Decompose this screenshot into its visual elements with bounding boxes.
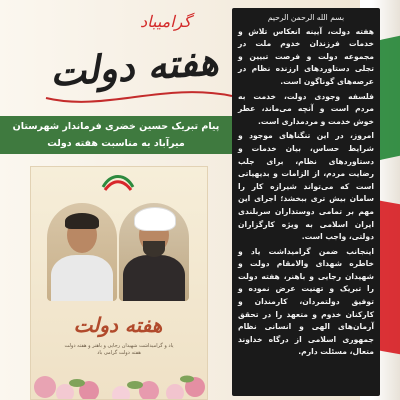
basmala: بسم الله الرحمن الرحیم xyxy=(267,13,345,22)
poster-caption-line-2: هفته دولت گرامی باد xyxy=(97,350,141,356)
poster-calligraphy: هفته دولت xyxy=(73,313,163,337)
banner-line-2: میرآباد به مناسبت هفته دولت xyxy=(47,138,185,149)
flag-emblem-icon xyxy=(101,171,135,193)
message-paragraph: هفته دولت، آیینه انعکاس تلاش و خدمات فرزندان خدوم ملت در مجموعه دولت و فرصت تبیین و تجلی دستاوردهای ارزنده نظام در عرصه‌های گوناگون است. xyxy=(238,26,374,86)
poster-image xyxy=(30,166,208,400)
headline-banner xyxy=(0,116,232,154)
message-paragraph: اینجانب ضمن گرامیداشت یاد و خاطره شهدای والامقام دولت و شهیدان رجایی و باهنر، هفته دولت را تبریک و تهنیت عرض نموده و توفیق دولتمردان، کارمندان و کارکنان خدوم و متعهد را در تحقق آرمان‌های الهی و انسانی نظام جمهوری اسلامی از درگاه خداوند متعال، مسئلت دارم. xyxy=(238,246,374,357)
flowers-decoration-icon xyxy=(31,357,207,399)
portrait-left xyxy=(47,203,117,301)
calligraphy-swash-icon xyxy=(44,88,234,108)
message-paragraph: فلسفه وجودی دولت، خدمت به مردم است و آنچه می‌ماند، عطر خوش خدمت و مردمداری است. xyxy=(238,91,374,126)
poster-caption xyxy=(41,343,197,357)
banner-line-1: پیام تبریک حسین خضری فرماندار شهرستان xyxy=(12,121,220,132)
portrait-right xyxy=(119,203,189,301)
title-small-text: گرامیباد xyxy=(140,12,192,31)
poster-caption-line-1: یاد و گرامیداشت شهیدان رجایی و باهنر و هفته دولت xyxy=(64,343,174,349)
message-panel xyxy=(232,8,380,396)
title-main-text: هفته دولت xyxy=(48,38,220,95)
message-paragraph: امروز، در این تنگناهای موجود و شرایط حساس، بیان خدمات و دستاوردهای نظام، برای جلب رضایت مردم، از الزامات و بدیهیاتی است که می‌تواند شیرازه کار را سامان بیش تری ببخشد؛ اجرای این مهم بر تمامی دوستداران سربلندی ایران اسلامی به ویژه کارگزاران دولتی، واجب است. xyxy=(238,131,374,242)
title-calligraphy xyxy=(20,6,230,106)
